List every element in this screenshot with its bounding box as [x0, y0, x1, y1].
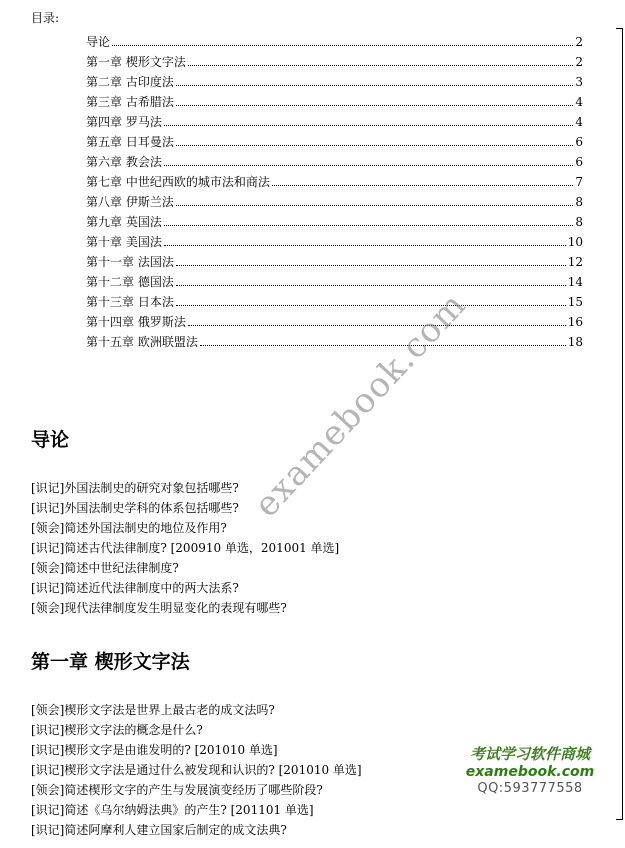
question-item: [领会]现代法律制度发生明显变化的表现有哪些? [31, 601, 287, 615]
margin-rule-tick-top [616, 28, 622, 29]
toc-entry-page: 8 [575, 215, 583, 229]
toc-entry-page: 12 [567, 255, 583, 269]
watermark: examebook.com [246, 285, 475, 525]
question-item: [识记]外国法制史的研究对象包括哪些? [31, 481, 239, 495]
toc-leader-dots [176, 84, 574, 86]
toc-entry[interactable] [86, 310, 583, 330]
toc-entry-page: 16 [567, 315, 583, 329]
toc-entry-page: 2 [575, 55, 583, 69]
toc-leader-dots [188, 64, 574, 66]
toc-entry-title: 第十一章 法国法 [86, 255, 174, 269]
toc-entry-title: 第六章 教会法 [86, 155, 162, 169]
table-of-contents [86, 30, 583, 350]
question-item: [领会]简述中世纪法律制度? [31, 561, 179, 575]
store-stamp [455, 745, 605, 797]
question-item: [领会]简述楔形文字的产生与发展演变经历了哪些阶段? [31, 783, 323, 797]
toc-entry-title: 第八章 伊斯兰法 [86, 195, 174, 209]
toc-leader-dots [164, 244, 566, 246]
toc-leader-dots [176, 104, 574, 106]
question-item: [领会]楔形文字法是世界上最古老的成文法吗? [31, 703, 275, 717]
toc-entry[interactable] [86, 130, 583, 150]
toc-leader-dots [272, 184, 574, 186]
question-item: [识记]外国法制史学科的体系包括哪些? [31, 501, 239, 515]
toc-entry-page: 6 [575, 155, 583, 169]
toc-entry-title: 第十四章 俄罗斯法 [86, 315, 186, 329]
toc-entry-title: 第二章 古印度法 [86, 75, 174, 89]
question-item: [识记]简述古代法律制度? [200910 单选，201001 单选] [31, 541, 340, 555]
toc-leader-dots [176, 264, 566, 266]
toc-entry-page: 4 [575, 95, 583, 109]
toc-entry-title: 第十三章 日本法 [86, 295, 174, 309]
toc-entry[interactable] [86, 250, 583, 270]
toc-entry[interactable] [86, 150, 583, 170]
toc-entry-page: 4 [575, 115, 583, 129]
toc-entry-page: 3 [575, 75, 583, 89]
toc-entry-title: 第一章 楔形文字法 [86, 55, 186, 69]
toc-leader-dots [176, 144, 574, 146]
toc-entry-page: 7 [575, 175, 583, 189]
toc-leader-dots [176, 304, 566, 306]
toc-entry[interactable] [86, 50, 583, 70]
toc-leader-dots [164, 164, 574, 166]
toc-entry[interactable] [86, 170, 583, 190]
toc-entry[interactable] [86, 190, 583, 210]
toc-entry-title: 第九章 英国法 [86, 215, 162, 229]
toc-entry-page: 10 [567, 235, 583, 249]
toc-leader-dots [164, 124, 574, 126]
chapter1-question-list [31, 700, 451, 840]
margin-rule [622, 28, 623, 820]
toc-entry-title: 导论 [86, 35, 111, 49]
chapter1-heading: 第一章 楔形文字法 [31, 651, 190, 673]
question-item: [识记]简述阿摩利人建立国家后制定的成文法典? [31, 823, 287, 837]
toc-entry[interactable] [86, 90, 583, 110]
toc-leader-dots [176, 284, 566, 286]
toc-entry-title: 第十二章 德国法 [86, 275, 174, 289]
intro-question-list [31, 478, 451, 618]
stamp-cn-text: 考试学习软件商城 [469, 745, 590, 763]
question-item: [识记]楔形文字法的概念是什么? [31, 723, 203, 737]
toc-entry-title: 第十五章 欧洲联盟法 [86, 335, 198, 349]
question-item: [识记]楔形文字是由谁发明的? [201010 单选] [31, 743, 278, 757]
toc-entry[interactable] [86, 230, 583, 250]
stamp-en-text: examebook.com [465, 764, 595, 780]
intro-heading: 导论 [31, 429, 70, 451]
question-item: [识记]楔形文字法是通过什么被发现和认识的? [201010 单选] [31, 763, 362, 777]
toc-entry-title: 第五章 日耳曼法 [86, 135, 174, 149]
toc-entry-page: 6 [575, 135, 583, 149]
toc-leader-dots [112, 44, 573, 46]
toc-leader-dots [164, 224, 574, 226]
toc-entry-page: 14 [567, 275, 583, 289]
toc-entry[interactable] [86, 270, 583, 290]
toc-entry[interactable] [86, 210, 583, 230]
question-item: [识记]简述近代法律制度中的两大法系? [31, 581, 239, 595]
margin-rule-tick-bottom [616, 819, 622, 820]
toc-label: 目录: [31, 11, 60, 25]
toc-entry-title: 第四章 罗马法 [86, 115, 162, 129]
toc-entry-title: 第十章 美国法 [86, 235, 162, 249]
toc-entry[interactable] [86, 330, 583, 350]
toc-entry[interactable] [86, 70, 583, 90]
toc-entry-page: 2 [575, 35, 583, 49]
toc-entry-title: 第三章 古希腊法 [86, 95, 174, 109]
toc-leader-dots [176, 204, 574, 206]
toc-entry-title: 第七章 中世纪西欧的城市法和商法 [86, 175, 270, 189]
question-item: [领会]简述外国法制史的地位及作用? [31, 521, 227, 535]
toc-entry-page: 8 [575, 195, 583, 209]
toc-entry-page: 15 [567, 295, 583, 309]
stamp-qq-text: QQ:593777558 [477, 781, 583, 796]
toc-entry[interactable] [86, 30, 583, 50]
toc-entry[interactable] [86, 110, 583, 130]
toc-leader-dots [188, 324, 566, 326]
toc-entry[interactable] [86, 290, 583, 310]
toc-entry-page: 18 [567, 335, 583, 349]
toc-leader-dots [200, 344, 566, 346]
question-item: [识记]简述《乌尔纳姆法典》的产生? [201101 单选] [31, 803, 314, 817]
